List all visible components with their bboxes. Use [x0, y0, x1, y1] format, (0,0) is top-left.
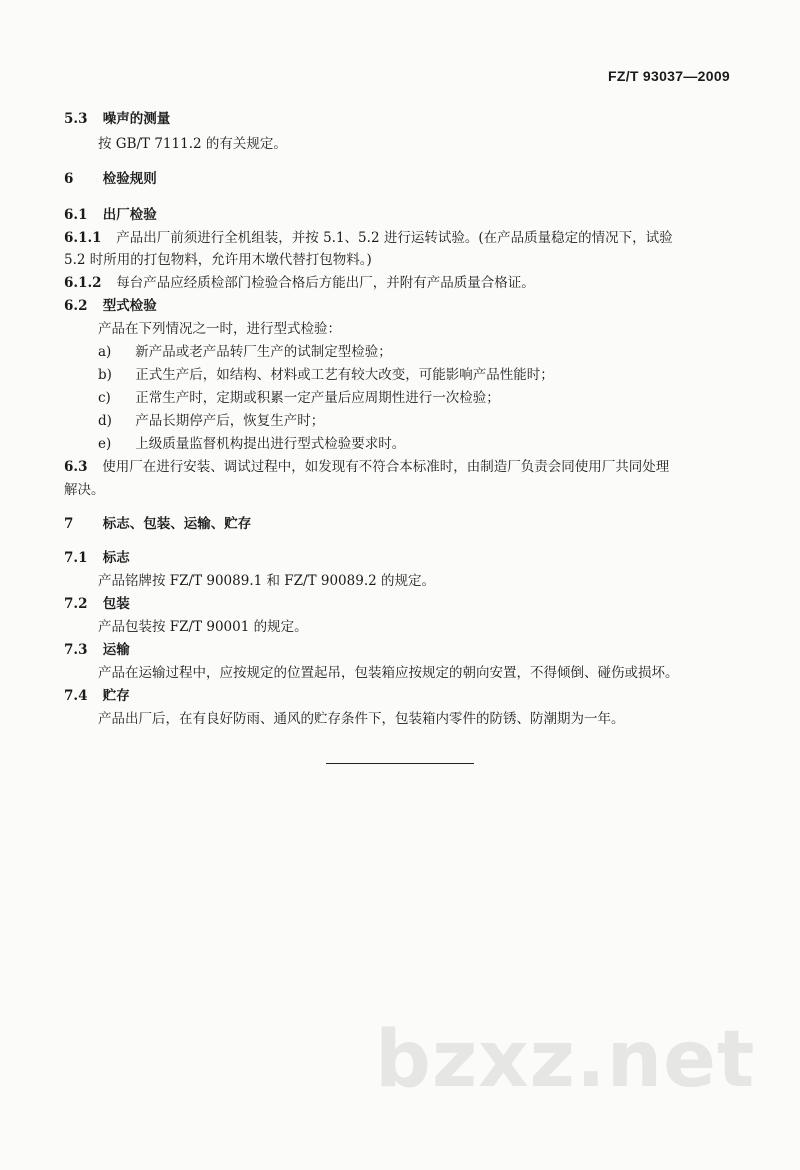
list-item: [98, 364, 778, 386]
section-title: 运输: [102, 642, 130, 658]
section-7-2-text: 产品包装按 FZ/T 90001 的规定。: [98, 619, 308, 635]
section-number: 6.1: [64, 207, 88, 223]
section-number: 7.4: [64, 688, 88, 704]
section-7-1-heading: [64, 547, 744, 569]
chapter-number: 7: [64, 516, 74, 532]
list-item: [98, 410, 778, 432]
list-item-label: b): [98, 367, 112, 383]
list-item: [98, 387, 778, 409]
section-5-3-text: 按 GB/T 7111.2 的有关规定。: [98, 136, 287, 152]
section-text: 使用厂在进行安装、调试过程中，如发现有不符合本标准时，由制造厂负责会同使用厂共同处理: [102, 459, 670, 475]
list-item-label: e): [98, 436, 112, 452]
section-6-3-line1: [64, 456, 744, 478]
section-text: 产品出厂前须进行全机组装，并按 5.1、5.2 进行运转试验。(在产品质量稳定的情况下，试验: [116, 230, 673, 246]
list-item-label: a): [98, 344, 112, 360]
section-title: 噪声的测量: [102, 111, 171, 127]
section-5-3-heading: [64, 108, 744, 130]
section-number: 6.3: [64, 459, 88, 475]
chapter-7-heading: [64, 513, 744, 535]
chapter-number: 6: [64, 171, 74, 187]
section-7-1-text: 产品铭牌按 FZ/T 90089.1 和 FZ/T 90089.2 的规定。: [98, 573, 435, 589]
watermark: bzxz.net: [375, 1015, 756, 1105]
list-item-text: 产品长期停产后，恢复生产时；: [135, 413, 325, 429]
section-title: 包装: [102, 596, 130, 612]
section-number: 7.3: [64, 642, 88, 658]
section-6-3-line2: 解决。: [64, 482, 105, 498]
section-6-1-1-line2: 5.2 时所用的打包物料，允许用木墩代替打包物料。): [64, 252, 372, 268]
section-title: 出厂检验: [102, 207, 157, 223]
section-7-4-heading: [64, 685, 744, 707]
standard-code: FZ/T 93037—2009: [607, 68, 730, 84]
section-number: 6.2: [64, 298, 88, 314]
chapter-title: 标志、包装、运输、贮存: [102, 516, 252, 532]
section-number: 7.1: [64, 550, 88, 566]
list-item-text: 正式生产后，如结构、材料或工艺有较大改变，可能影响产品性能时；: [135, 367, 554, 383]
section-6-1-heading: [64, 204, 744, 226]
section-number: 7.2: [64, 596, 88, 612]
section-7-4-text: 产品出厂后，在有良好防雨、通风的贮存条件下，包装箱内零件的防锈、防潮期为一年。: [98, 711, 625, 727]
section-number: 6.1.1: [64, 230, 102, 246]
list-item-text: 正常生产时，定期或积累一定产量后应周期性进行一次检验；: [135, 390, 500, 406]
section-7-3-heading: [64, 639, 744, 661]
list-item-text: 上级质量监督机构提出进行型式检验要求时。: [135, 436, 406, 452]
section-number: 6.1.2: [64, 275, 102, 291]
section-6-1-2: [64, 272, 744, 294]
section-6-1-1-line1: [64, 227, 744, 249]
section-text: 每台产品应经质检部门检验合格后方能出厂，并附有产品质量合格证。: [116, 275, 535, 291]
section-number: 5.3: [64, 111, 88, 127]
section-title: 贮存: [102, 688, 130, 704]
section-title: 型式检验: [102, 298, 157, 314]
section-7-3-text: 产品在运输过程中，应按规定的位置起吊，包装箱应按规定的朝向安置，不得倾倒、碰伤或损坏。: [98, 665, 679, 681]
chapter-title: 检验规则: [102, 171, 157, 187]
list-item-label: c): [98, 390, 111, 406]
chapter-6-heading: [64, 168, 744, 190]
list-item: [98, 433, 778, 455]
section-title: 标志: [102, 550, 130, 566]
section-7-2-heading: [64, 593, 744, 615]
list-item-text: 新产品或老产品转厂生产的试制定型检验；: [135, 344, 392, 360]
list-item: [98, 341, 778, 363]
section-6-2-heading: [64, 295, 744, 317]
list-item-label: d): [98, 413, 112, 429]
section-6-2-intro: 产品在下列情况之一时，进行型式检验：: [98, 321, 341, 337]
end-divider: [326, 763, 474, 764]
